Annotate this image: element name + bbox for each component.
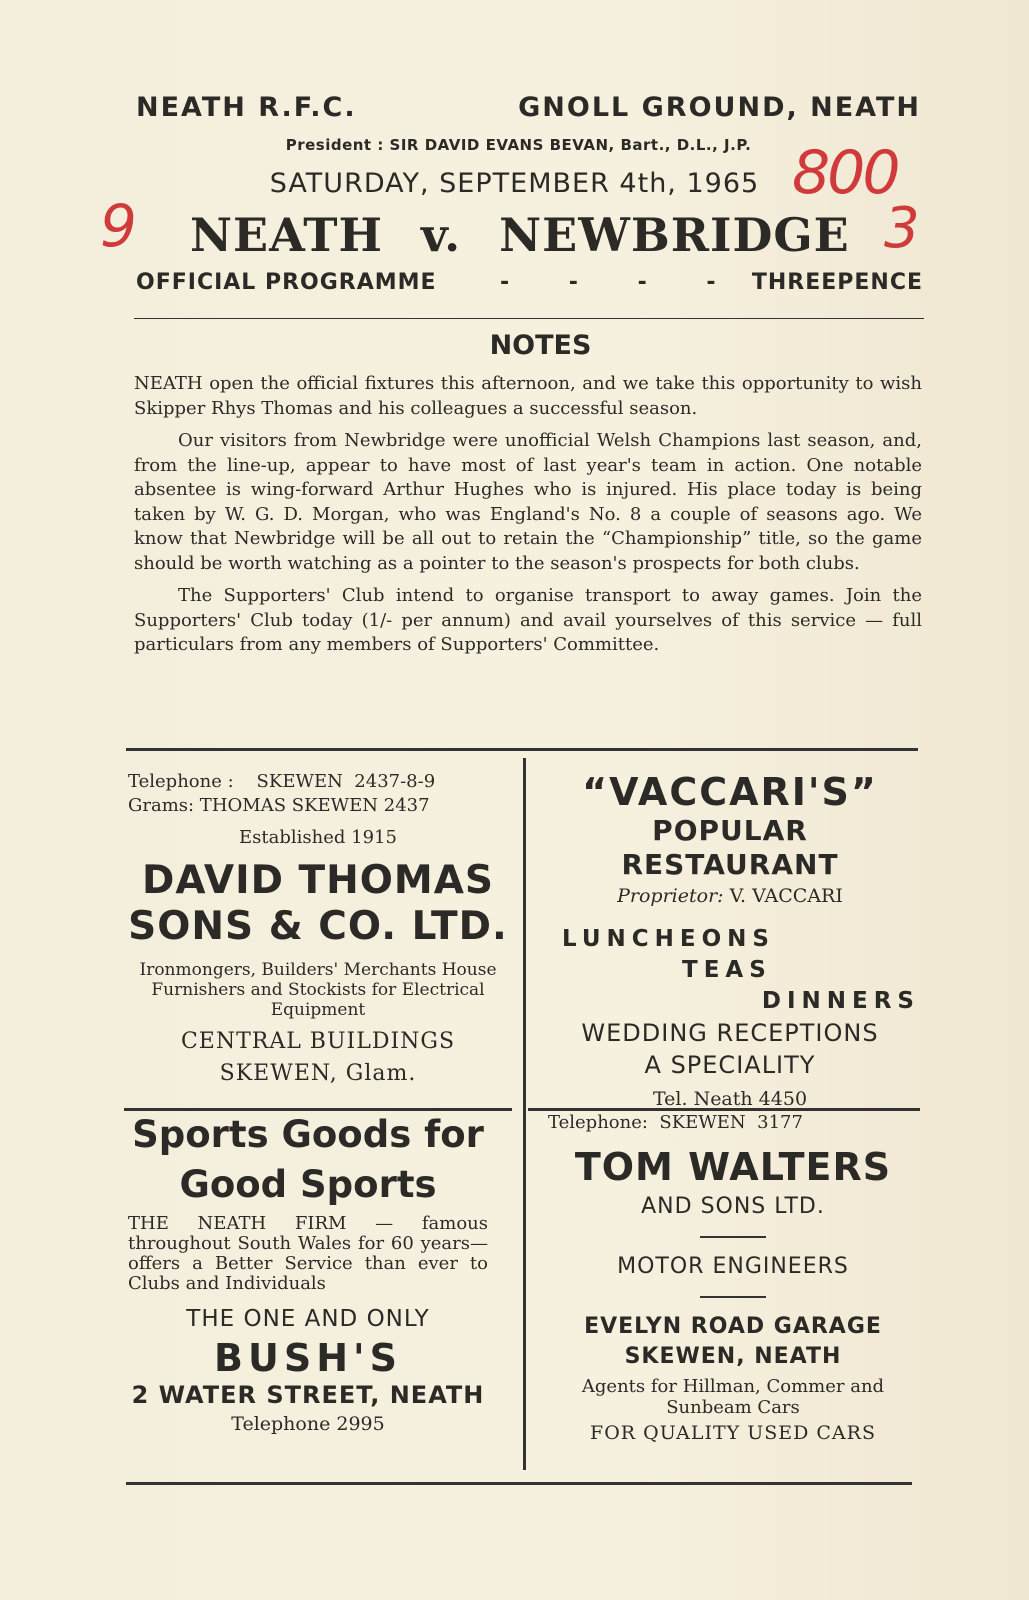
ad-proprietor	[540, 882, 920, 910]
matchup-title	[190, 208, 850, 262]
ad-proprietor-label: Proprietor:	[617, 885, 724, 907]
programme-label: OFFICIAL PROGRAMME	[136, 270, 437, 295]
ad-grams: Grams: THOMAS SKEWEN 2437	[128, 795, 430, 816]
handwritten-home-score: 9	[100, 192, 137, 260]
ad-trade: MOTOR ENGINEERS	[617, 1254, 849, 1279]
ad-restaurant-tel: Tel. Neath 4450	[652, 1088, 808, 1110]
ground-name: GNOLL GROUND, NEATH	[518, 92, 921, 123]
ad-trades: Ironmongers, Builders' Merchants House Furnishers and Stockists for Electrical Equipment	[139, 960, 497, 1020]
ad-company-name: TOM WALTERS	[574, 1145, 892, 1189]
club-name: NEATH R.F.C.	[136, 92, 357, 123]
handwritten-away-score: 3	[884, 196, 920, 261]
ad-quality: FOR QUALITY USED CARS	[590, 1422, 876, 1444]
ad-address: 2 WATER STREET, NEATH	[131, 1381, 485, 1409]
ad-david-thomas	[128, 770, 508, 1090]
ad-one-and-only: THE ONE AND ONLY	[186, 1306, 430, 1332]
ad-wedding-line: A SPECIALITY	[644, 1051, 816, 1079]
ad-company-name: SONS & CO. LTD.	[128, 904, 508, 949]
notes-bottom-rule	[126, 748, 918, 751]
page-bottom-rule	[126, 1482, 912, 1485]
notes-body	[134, 372, 922, 666]
dash-separator: - - - -	[500, 270, 742, 295]
handwritten-attendance: 800	[792, 138, 898, 208]
ad-restaurant-name: “VACCARI'S”	[582, 770, 878, 814]
home-team: NEATH	[190, 208, 383, 262]
ad-building: CENTRAL BUILDINGS	[180, 1029, 456, 1054]
ad-vaccaris	[540, 770, 920, 1117]
ad-shop-telephone: Telephone 2995	[231, 1413, 385, 1435]
notes-title: NOTES	[489, 330, 592, 361]
ad-garage: EVELYN ROAD GARAGE	[584, 1314, 882, 1339]
ad-body: THE NEATH FIRM — famous throughout South Wales for 60 years—offers a Better Service than ever to Clubs and Individuals	[128, 1213, 488, 1294]
ad-shop-name: BUSH'S	[214, 1336, 402, 1380]
ads-vertical-divider	[523, 758, 526, 1470]
notes-paragraph: NEATH open the official fixtures this afternoon, and we take this opportunity to wish Skipper Rhys Thomas and his colleagues a successful season.	[134, 373, 922, 419]
header-divider	[134, 318, 924, 319]
ad-separator	[700, 1236, 766, 1238]
ad-tom-walters	[548, 1110, 918, 1448]
ad-headline: Sports Goods for	[132, 1113, 484, 1156]
ad-bushs	[128, 1110, 488, 1438]
ad-telephone: Telephone : SKEWEN 2437-8-9	[128, 771, 436, 792]
ad-meal-dinners: DINNERS	[761, 988, 920, 1014]
ad-headline: Good Sports	[179, 1163, 437, 1206]
ad-meal-teas: TEAS	[682, 957, 772, 983]
ad-company-name: DAVID THOMAS	[141, 858, 495, 903]
ad-town: SKEWEN, NEATH	[624, 1344, 842, 1369]
ad-town: SKEWEN, Glam.	[219, 1061, 417, 1086]
ad-company-suffix: AND SONS LTD.	[641, 1194, 825, 1219]
away-team: NEWBRIDGE	[499, 208, 850, 262]
ad-wedding-line: WEDDING RECEPTIONS	[581, 1019, 879, 1047]
ad-separator	[700, 1296, 766, 1298]
ad-agents: Agents for Hillman, Commer and Sunbeam Cars	[581, 1376, 885, 1418]
notes-paragraph: Our visitors from Newbridge were unofficial Welsh Champions last season, and, from the line-up, appear to have most of last year's team in action. One notable absentee is wing-forward Arthur Hughes who is injured. His place today is being taken by W. G. D. Morgan, who was England's No. 8 a couple of seasons ago. We know that Newbridge will be all out to retain the “Championship” title, so the game should be worth watching as a pointer to the season's prospects for both clubs.	[134, 430, 922, 574]
president-line: President : SIR DAVID EVANS BEVAN, Bart., D.L., J.P.	[285, 136, 752, 154]
ad-proprietor-name: V. VACCARI	[729, 885, 843, 907]
match-date: SATURDAY, SEPTEMBER 4th, 1965	[269, 168, 760, 199]
notes-paragraph: The Supporters' Club intend to organise transport to away games. Join the Supporters' Club today (1/- per annum) and avail yourselves of this service — full particulars from any members of Supporters' Committee.	[134, 585, 922, 655]
ad-restaurant-subtitle: POPULAR RESTAURANT	[621, 814, 839, 881]
ad-established: Established 1915	[239, 827, 397, 848]
ad-meal-luncheons: LUNCHEONS	[562, 926, 775, 952]
programme-price: THREEPENCE	[751, 270, 923, 295]
ad-telephone: Telephone: SKEWEN 3177	[548, 1112, 803, 1133]
versus: v.	[420, 208, 462, 262]
